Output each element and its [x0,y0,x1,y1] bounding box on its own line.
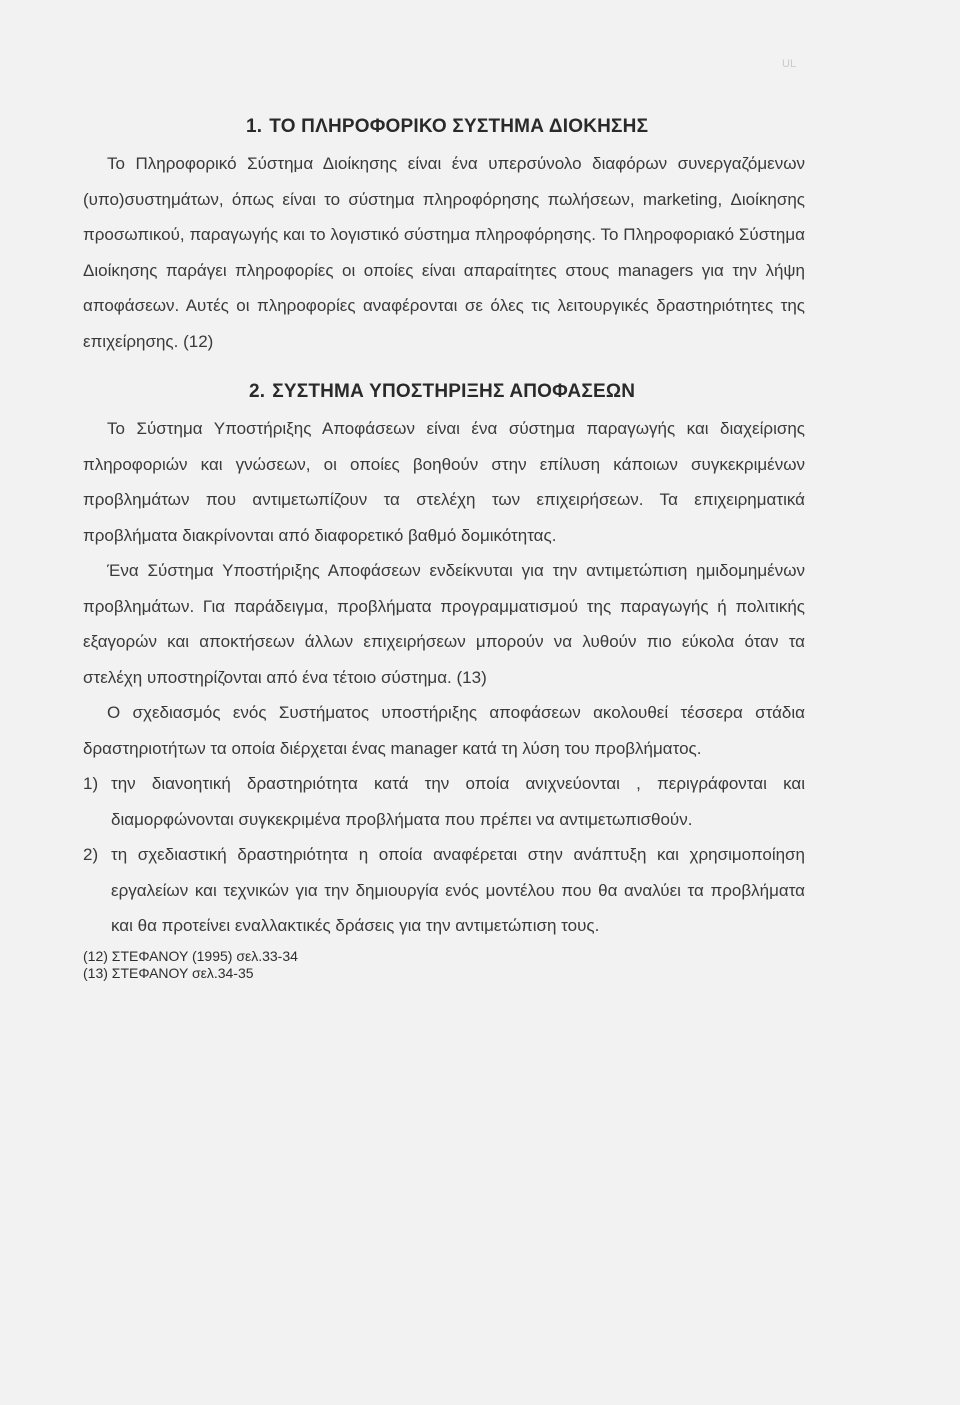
section-1-title: ΤΟ ΠΛΗΡΟΦΟΡΙΚΟ ΣΥΣΤΗΜΑ ΔΙΟΚΗΣΗΣ [269,116,649,137]
list-item-text: τη σχεδιαστική δραστηριότητα η οποία αναφέρεται στην ανάπτυξη και χρησιμοποίηση εργαλείων και τεχνικών για την δημιουργία ενός μοντέλου που θα αναλύει τα προβλήματα και θα προτείνει εναλλακτικές δράσεις για την αντιμετώπιση τους. [111,845,805,935]
footnote-12: (12) ΣΤΕΦΑΝΟΥ (1995) σελ.33-34 [83,947,298,964]
section-1-heading [83,114,805,140]
section-2-paragraph-3: Ο σχεδιασμός ενός Συστήματος υποστήριξης αποφάσεων ακολουθεί τέσσερα στάδια δραστηριοτήτων τα οποία διέρχεται ένας manager κατά τη λύση του προβλήματος. [83,703,805,758]
footnotes [83,948,805,982]
list-marker: 1) [83,774,99,793]
page-number: UL [782,58,797,70]
stages-list [83,766,805,944]
section-2-title: ΣΥΣΤΗΜΑ ΥΠΟΣΤΗΡΙΞΗΣ ΑΠΟΦΑΣΕΩΝ [272,381,636,402]
document-body [83,114,805,982]
list-item [83,837,805,944]
section-1-paragraph: Το Πληροφορικό Σύστημα Διοίκησης είναι ένα υπερσύνολο διαφόρων συνεργαζόμενων (υπο)συστημάτων, όπως είναι το σύστημα πληροφόρησης πωλήσεων, marketing, Διοίκησης προσωπικού, παραγωγής και το λογιστικό σύστημα πληροφόρησης. Το Πληροφοριακό Σύστημα Διοίκησης παράγει πληροφορίες οι οποίες είναι απαραίτητες στους managers για την λήψη αποφάσεων. Αυτές οι πληροφορίες αναφέρονται σε όλες τις λειτουργικές δραστηριότητες της επιχείρησης. (12) [83,154,805,351]
section-1-number: 1. [246,116,263,137]
footnote-13: (13) ΣΤΕΦΑΝΟΥ σελ.34-35 [83,964,254,981]
list-marker: 2) [83,845,99,864]
section-2-paragraph-2: Ένα Σύστημα Υποστήριξης Αποφάσεων ενδείκνυται για την αντιμετώπιση ημιδομημένων προβλημάτων. Για παράδειγμα, προβλήματα προγραμματισμού της παραγωγής ή πολιτικής εξαγορών και αποκτήσεων άλλων επιχειρήσεων μπορούν να λυθούν πιο εύκολα όταν τα στελέχη υποστηρίζονται από ένα τέτοιο σύστημα. (13) [83,561,805,687]
section-2-paragraph-1: Το Σύστημα Υποστήριξης Αποφάσεων είναι ένα σύστημα παραγωγής και διαχείρισης πληροφοριών και γνώσεων, οι οποίες βοηθούν στην επίλυση κάποιων συγκεκριμένων προβλημάτων που αντιμετωπίζουν τα στελέχη των επιχειρήσεων. Τα επιχειρηματικά προβλήματα διακρίνονται από διαφορετικό βαθμό δομικότητας. [83,419,805,545]
list-item-text: την διανοητική δραστηριότητα κατά την οποία ανιχνεύονται , περιγράφονται και διαμορφώνονται συγκεκριμένα προβλήματα που πρέπει να αντιμετωπισθούν. [111,774,805,829]
section-2-heading [83,379,805,405]
list-item [83,766,805,837]
section-2-number: 2. [249,381,266,402]
